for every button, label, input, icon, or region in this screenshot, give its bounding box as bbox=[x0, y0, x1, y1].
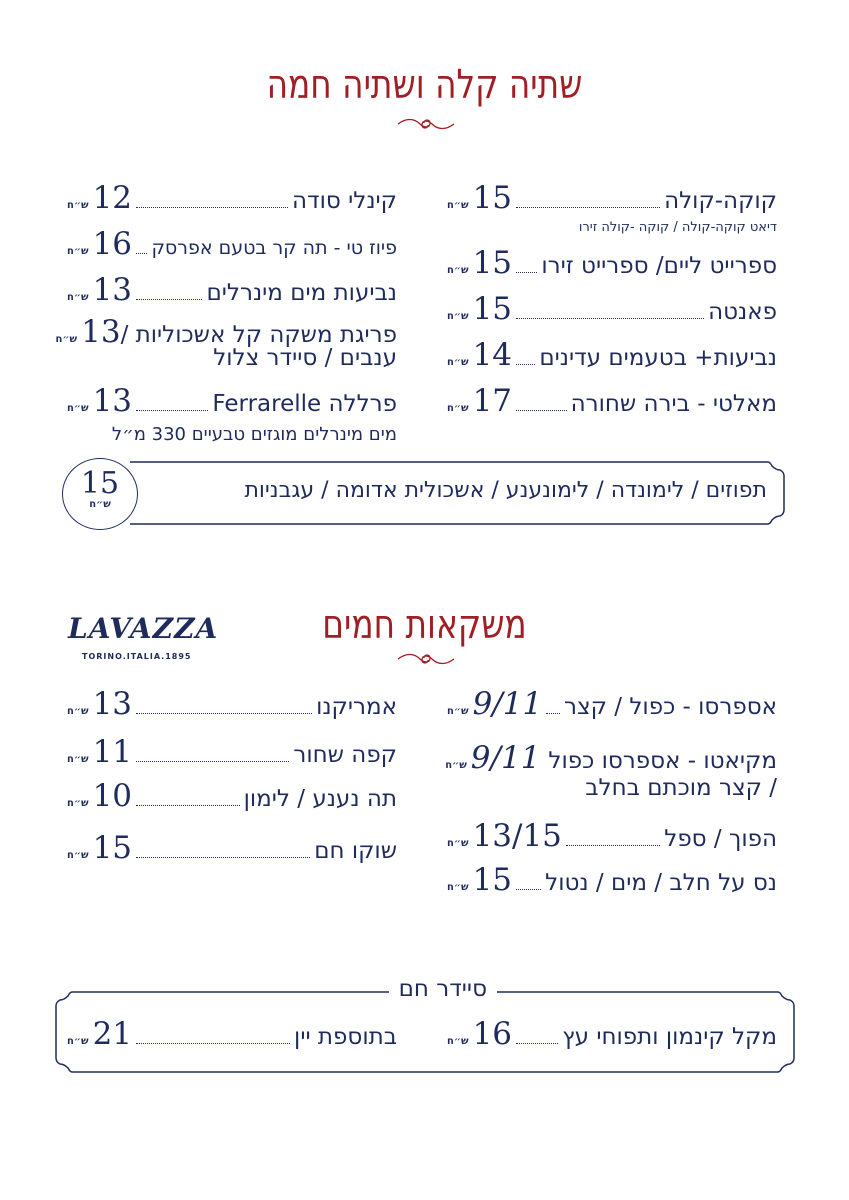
item-second-line: ענבים / סיידר צלול bbox=[213, 345, 397, 371]
leader-dots bbox=[516, 409, 567, 411]
swirl-ornament-icon bbox=[396, 116, 456, 132]
cider-title: סיידר חם bbox=[389, 976, 497, 1002]
leader-dots bbox=[136, 206, 288, 208]
lavazza-tagline: TORINO.ITALIA.1895 bbox=[82, 652, 192, 661]
menu-item-cider-cinnamon: מקל קינמון ותפוחי עץ 16 ש״ח bbox=[447, 1016, 777, 1052]
cold-drinks-title: שתיה קלה ושתיה חמה bbox=[266, 62, 583, 108]
leader-dots bbox=[516, 206, 660, 208]
leader-dots bbox=[516, 271, 537, 273]
menu-item-neviot-mineral: נביעות מים מינרלים 13 ש״ח bbox=[67, 272, 397, 308]
menu-item-neviot-flavored: נביעות+ בטעמים עדינים 14 ש״ח bbox=[447, 337, 777, 373]
leader-dots bbox=[546, 712, 560, 714]
juice-list: תפוזים / לימונדה / לימונענע / אשכולית אדומה / עגבניות bbox=[244, 478, 767, 503]
menu-item-fuze-tea: פיוז טי - תה קר בטעם אפרסק 16 ש״ח bbox=[67, 226, 397, 262]
menu-item-macchiato: מקיאטו - אספרסו כפול 9/11 ש״ח bbox=[445, 740, 777, 776]
leader-dots bbox=[516, 1042, 558, 1044]
item-subtext: מים מינרלים מוגזים טבעיים 330 מ״ל bbox=[111, 424, 397, 445]
item-subtext: דיאט קוקה-קולה / קוקה -קולה זירו bbox=[578, 220, 777, 235]
swirl-ornament-icon bbox=[396, 651, 456, 667]
leader-dots bbox=[566, 844, 660, 846]
leader-dots bbox=[136, 409, 208, 411]
menu-item-prigat: פריגת משקה קל אשכוליות / 13 ש״ח bbox=[55, 314, 397, 350]
menu-item-fanta: פאנטה 15 ש״ח bbox=[447, 291, 777, 327]
menu-item-hot-chocolate: שוקו חם 15 ש״ח bbox=[67, 830, 397, 866]
leader-dots bbox=[136, 804, 240, 806]
menu-item-mint-tea: תה נענע / לימון 10 ש״ח bbox=[67, 778, 397, 814]
leader-dots bbox=[136, 298, 202, 300]
menu-item-malty: מאלטי - בירה שחורה 17 ש״ח bbox=[447, 383, 777, 419]
menu-item-sprite: ספרייט ליים/ ספרייט זירו 15 ש״ח bbox=[447, 245, 777, 281]
menu-item-cappuccino: הפוך / ספל 13/15 ש״ח bbox=[447, 818, 777, 854]
menu-item-espresso: אספרסו - כפול / קצר 9/11 ש״ח bbox=[447, 686, 777, 722]
menu-item-cider-wine: בתוספת יין 21 ש״ח bbox=[67, 1016, 397, 1052]
leader-dots bbox=[516, 317, 704, 319]
menu-item-americano: אמריקנו 13 ש״ח bbox=[67, 686, 397, 722]
lavazza-logo: LAVAZZA bbox=[68, 612, 219, 645]
juice-price-badge: 15 ש״ח bbox=[62, 458, 138, 530]
menu-item-ferrarelle: פרללה Ferrarelle 13 ש״ח bbox=[67, 383, 397, 419]
menu-item-coca-cola: קוקה-קולה 15 ש״ח bbox=[447, 180, 777, 216]
leader-dots bbox=[136, 760, 289, 762]
leader-dots bbox=[516, 363, 535, 365]
leader-dots bbox=[136, 1042, 290, 1044]
leader-dots bbox=[136, 856, 310, 858]
leader-dots bbox=[136, 712, 312, 714]
leader-dots bbox=[516, 888, 541, 890]
menu-item-kinley-soda: קינלי סודה 12 ש״ח bbox=[67, 180, 397, 216]
menu-item-nescafe: נס על חלב / מים / נטול 15 ש״ח bbox=[447, 862, 777, 898]
menu-item-black-coffee: קפה שחור 11 ש״ח bbox=[67, 734, 397, 770]
item-second-line: / קצר מוכתם בחלב bbox=[585, 775, 777, 801]
leader-dots bbox=[136, 252, 147, 254]
hot-drinks-title: משקאות חמים bbox=[322, 602, 527, 648]
